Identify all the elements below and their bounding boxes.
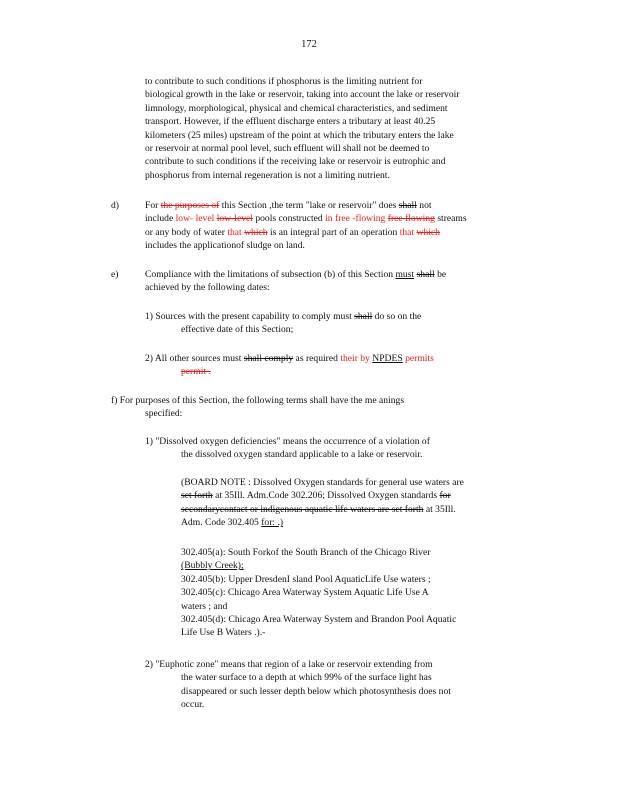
paragraph-d: For the purposes of this Section ,the term "lake or reservoir" does shall not include low- level low-level pools constructed in free -flowing free flowing streams or any body of water that which is an integral part of an operation that which includes the applicationof sludge on land. (145, 200, 467, 252)
deleted-text: free flowing (387, 213, 435, 225)
inserted-text: must (395, 269, 415, 280)
deleted-text: which (244, 226, 268, 238)
regulation-list: 302.405(a): South Forkof the South Branch of the Chicago River (Bubbly Creek); 302.405(b): Upper DresdenI sland Pool AquaticLife Use waters ; 302.405(c): Chicago Area Waterway System Aquatic Life Use A waters ; and 302.405(d): Chicago Area Waterway System and Brandon Pool Aquatic Life Use B Waters .).- (181, 546, 531, 640)
deleted-text: for (439, 490, 451, 502)
deleted-text: low-level (216, 213, 253, 225)
text-line: or reservoir at normal pool level, such effluent will shall not be deemed to (145, 143, 430, 155)
inserted-text: for: .) (261, 517, 284, 529)
text-line: to contribute to such conditions if phosphorus is the limiting nutrient for (145, 76, 423, 87)
paragraph-f: f) For purposes of this Section, the following terms shall have the me anings specified: (111, 395, 405, 420)
intro-paragraph (145, 75, 530, 182)
deleted-text: the purposes of (160, 200, 220, 211)
text-line: phosphorus from internal regeneration is not a limiting nutrient. (145, 169, 390, 181)
deleted-text: shall (354, 311, 373, 322)
deleted-text: shall (416, 269, 435, 280)
text-line: biological growth in the lake or reservoir, taking into account the lake or reservoir (145, 89, 460, 101)
deleted-text: secondarycontact or indigenous aquatic life waters are set forth (181, 503, 424, 515)
definition-1: 1) "Dissolved oxygen deficiencies" means the occurrence of a violation of the dissolved oxygen standard applicable to a lake or reservoir. (145, 436, 430, 461)
deleted-text: set forth (181, 490, 213, 502)
deleted-text: shall comply (243, 353, 294, 364)
page-number: 172 (301, 39, 317, 50)
text-line: kilometers (25 miles) upstream of the point at which the tributary enters the lake (145, 129, 454, 141)
deleted-text: shall (398, 200, 417, 211)
subitem-e2: 2) All other sources must shall comply as required their by NPDES permits permit . (145, 352, 530, 379)
inserted-text: NPDES (372, 353, 403, 364)
inserted-text: in free -flowing (325, 213, 386, 225)
item-label-e: e) (111, 269, 119, 280)
text-line: contribute to such conditions if the receiving lake or reservoir is eutrophic and (145, 156, 446, 168)
paragraph-e: Compliance with the limitations of subsection (b) of this Section must shall be achieved by the following dates: (145, 269, 447, 294)
subitem-e1: 1) Sources with the present capability to comply must shall do so on the effective date of this Section; (145, 311, 422, 336)
text-line: transport. However, if the effluent discharge enters a tributary at least 40.25 (145, 116, 436, 128)
board-note: (BOARD NOTE : Dissolved Oxygen standards for general use waters are set forth at 35Ill. Adm.Code 302.206; Dissolved Oxygen standards for secondarycontact or indigenous aquatic life waters are set forth at 35Ill. Adm. Code 302.405 for: .) (181, 477, 464, 529)
deleted-text: permit . (181, 366, 211, 378)
regulation-item: 302.405(b): Upper DresdenI sland Pool AquaticLife Use waters ; (181, 573, 431, 585)
regulation-item: 302.405(a): South Forkof the South Branch of the Chicago River (181, 547, 431, 558)
definition-2: 2) "Euphotic zone" means that region of a lake or reservoir extending from the water surface to a depth at which 99% of the surface light has disappeared or such lesser depth below which photosynthesis does not occur. (145, 659, 451, 711)
inserted-text: low- level (175, 213, 215, 225)
regulation-item: 302.405(d): Chicago Area Waterway System and Brandon Pool Aquatic (181, 614, 457, 626)
item-label-d: d) (111, 200, 119, 211)
deleted-text: which (416, 226, 440, 238)
regulation-item: 302.405(c): Chicago Area Waterway System Aquatic Life Use A (181, 587, 429, 599)
text-line: limnology, morphological, physical and chemical characteristics, and sediment (145, 102, 448, 114)
